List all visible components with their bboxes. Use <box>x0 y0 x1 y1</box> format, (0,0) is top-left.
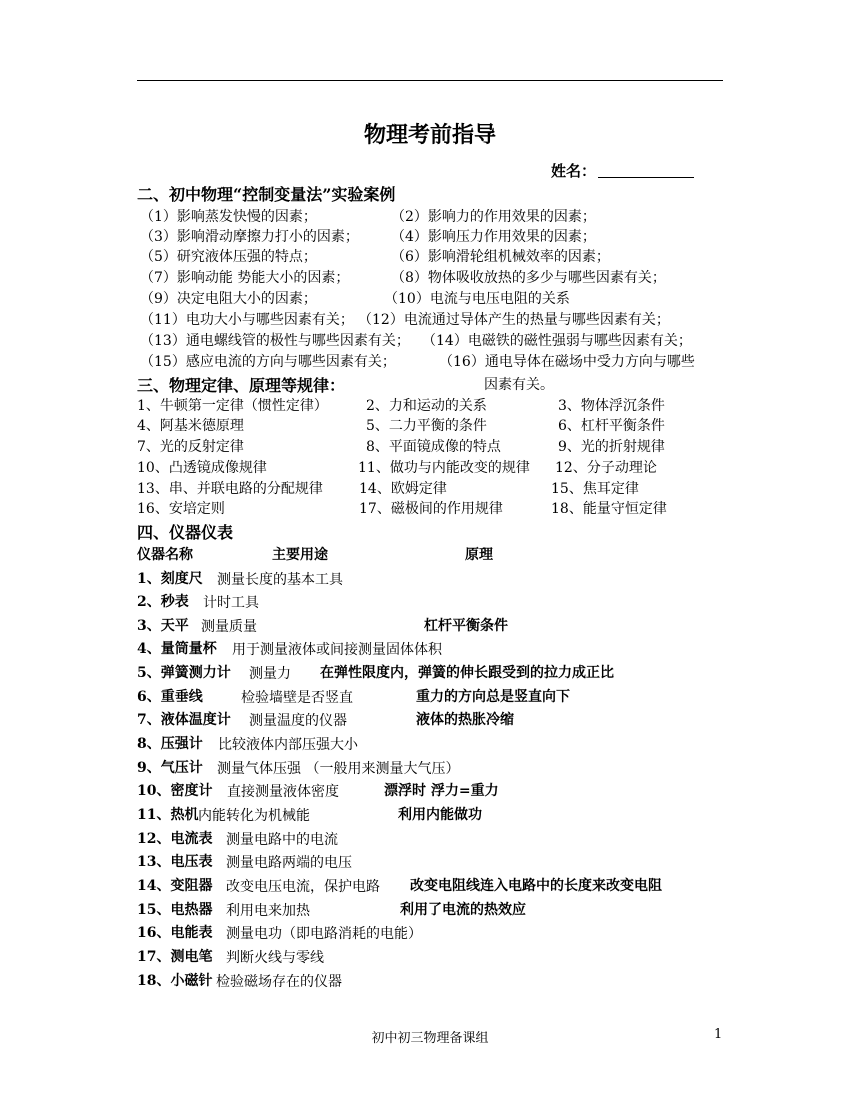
instrument-use: 测量电路两端的电压 <box>226 855 352 871</box>
list-item: （7）影响动能 势能大小的因素； <box>140 270 350 286</box>
law-item: 3、物体浮沉条件 <box>558 398 665 414</box>
instrument-use: 判断火线与零线 <box>226 950 324 966</box>
law-item: 5、二力平衡的条件 <box>366 418 487 434</box>
law-item: 11、做功与内能改变的规律 <box>358 460 530 476</box>
section2-heading: 二、初中物理“控制变量法”实验案例 <box>137 185 396 204</box>
list-item: （11）电功大小与哪些因素有关； <box>140 312 354 328</box>
name-blank <box>598 177 694 178</box>
instrument-name: 5、弹簧测力计 <box>137 665 231 681</box>
instrument-use: 内能转化为机械能 <box>198 808 310 824</box>
instrument-use: 比较液体内部压强大小 <box>218 737 358 753</box>
instrument-name: 18、小磁针 <box>137 973 213 989</box>
instrument-principle: 利用内能做功 <box>398 807 482 823</box>
law-item: 6、杠杆平衡条件 <box>558 418 665 434</box>
list-item: （9）决定电阻大小的因素； <box>140 291 317 307</box>
instrument-use: 计时工具 <box>203 595 259 611</box>
name-label: 姓名： <box>551 162 597 180</box>
list-item: （12）电流通过导体产生的热量与哪些因素有关； <box>358 312 670 328</box>
instrument-name: 9、气压计 <box>137 760 203 776</box>
law-item: 13、串、并联电路的分配规律 <box>137 481 323 497</box>
law-item: 7、光的反射定律 <box>137 439 244 455</box>
column-header-use: 主要用途 <box>272 547 328 563</box>
list-item: （5）研究液体压强的特点； <box>140 249 317 265</box>
instrument-use: 测量电功（即电路消耗的电能） <box>226 926 422 942</box>
instrument-name: 16、电能表 <box>137 925 213 941</box>
instrument-name: 3、天平 <box>137 618 189 634</box>
instrument-name: 6、重垂线 <box>137 689 203 705</box>
law-item: 14、欧姆定律 <box>359 481 447 497</box>
instrument-principle: 漂浮时 浮力=重力 <box>384 783 499 799</box>
list-item: （8）物体吸收放热的多少与哪些因素有关； <box>391 270 666 286</box>
law-item: 12、分子动理论 <box>555 460 657 476</box>
law-item: 4、阿基米德原理 <box>137 418 244 434</box>
page-number: 1 <box>714 1027 723 1042</box>
list-item: （2）影响力的作用效果的因素； <box>391 209 596 225</box>
law-item: 2、力和运动的关系 <box>366 398 487 414</box>
law-item: 17、磁极间的作用规律 <box>359 501 503 517</box>
instrument-use: 测量力 <box>249 666 291 682</box>
instrument-name: 1、刻度尺 <box>137 571 203 587</box>
instrument-principle: 重力的方向总是竖直向下 <box>416 689 570 705</box>
instrument-use: 测量气体压强 （一般用来测量大气压） <box>217 761 460 777</box>
instrument-principle: 改变电阻线连入电路中的长度来改变电阻 <box>410 878 662 894</box>
instrument-name: 17、测电笔 <box>137 949 213 965</box>
list-item: （10）电流与电压电阻的关系 <box>384 291 570 307</box>
list-item: （13）通电螺线管的极性与哪些因素有关； <box>140 333 410 349</box>
instrument-principle: 在弹性限度内，弹簧的伸长跟受到的拉力成正比 <box>320 665 614 681</box>
list-item: （15）感应电流的方向与哪些因素有关； <box>140 354 396 370</box>
instrument-name: 8、压强计 <box>137 736 203 752</box>
instrument-use: 测量温度的仪器 <box>249 713 347 729</box>
instrument-use: 测量电路中的电流 <box>226 832 338 848</box>
law-item: 1、牛顿第一定律（惯性定律） <box>137 398 328 414</box>
list-item: （1）影响蒸发快慢的因素； <box>140 209 317 225</box>
list-item: （4）影响压力作用效果的因素； <box>391 229 596 245</box>
section4-heading: 四、仪器仪表 <box>137 523 234 542</box>
instrument-name: 14、变阻器 <box>137 878 213 894</box>
instrument-use: 利用电来加热 <box>226 903 310 919</box>
law-item: 8、平面镜成像的特点 <box>366 439 501 455</box>
instrument-name: 7、液体温度计 <box>137 712 231 728</box>
instrument-name: 13、电压表 <box>137 854 213 870</box>
instrument-name: 15、电热器 <box>137 902 213 918</box>
page-title: 物理考前指导 <box>363 122 496 148</box>
instrument-use: 测量质量 <box>201 619 257 635</box>
list-item: （3）影响滑动摩擦力打小的因素； <box>140 229 359 245</box>
law-item: 9、光的折射规律 <box>558 439 665 455</box>
instrument-name: 12、电流表 <box>137 831 213 847</box>
instrument-use: 检验墙壁是否竖直 <box>241 690 353 706</box>
instrument-principle: 杠杆平衡条件 <box>424 618 508 634</box>
instrument-name: 4、量筒量杯 <box>137 641 217 657</box>
instrument-name: 11、热机 <box>137 807 199 823</box>
law-item: 16、安培定则 <box>137 501 225 517</box>
law-item: 18、能量守恒定律 <box>551 501 667 517</box>
instrument-use: 检验磁场存在的仪器 <box>216 974 342 990</box>
instrument-use: 直接测量液体密度 <box>227 784 339 800</box>
instrument-principle: 液体的热胀冷缩 <box>416 712 514 728</box>
list-item: （6）影响滑轮组机械效率的因素； <box>391 249 610 265</box>
instrument-name: 10、密度计 <box>137 783 213 799</box>
instrument-use: 改变电压电流，保护电路 <box>226 879 380 895</box>
instrument-name: 2、秒表 <box>137 594 189 610</box>
column-header-principle: 原理 <box>465 547 493 563</box>
law-item: 10、凸透镜成像规律 <box>137 460 267 476</box>
law-item: 15、焦耳定律 <box>551 481 639 497</box>
instrument-use: 用于测量液体或间接测量固体体积 <box>232 642 442 658</box>
list-item: （16）通电导体在磁场中受力方向与哪些 <box>439 354 695 370</box>
header-rule <box>137 80 723 81</box>
instrument-use: 测量长度的基本工具 <box>217 572 343 588</box>
column-header-name: 仪器名称 <box>137 547 193 563</box>
instrument-principle: 利用了电流的热效应 <box>400 902 526 918</box>
list-item-continuation: 因素有关。 <box>484 377 554 393</box>
section3-heading: 三、物理定律、原理等规律： <box>137 376 346 395</box>
list-item: （14）电磁铁的磁性强弱与哪些因素有关； <box>422 333 692 349</box>
footer-text: 初中初三物理备课组 <box>371 1031 489 1046</box>
